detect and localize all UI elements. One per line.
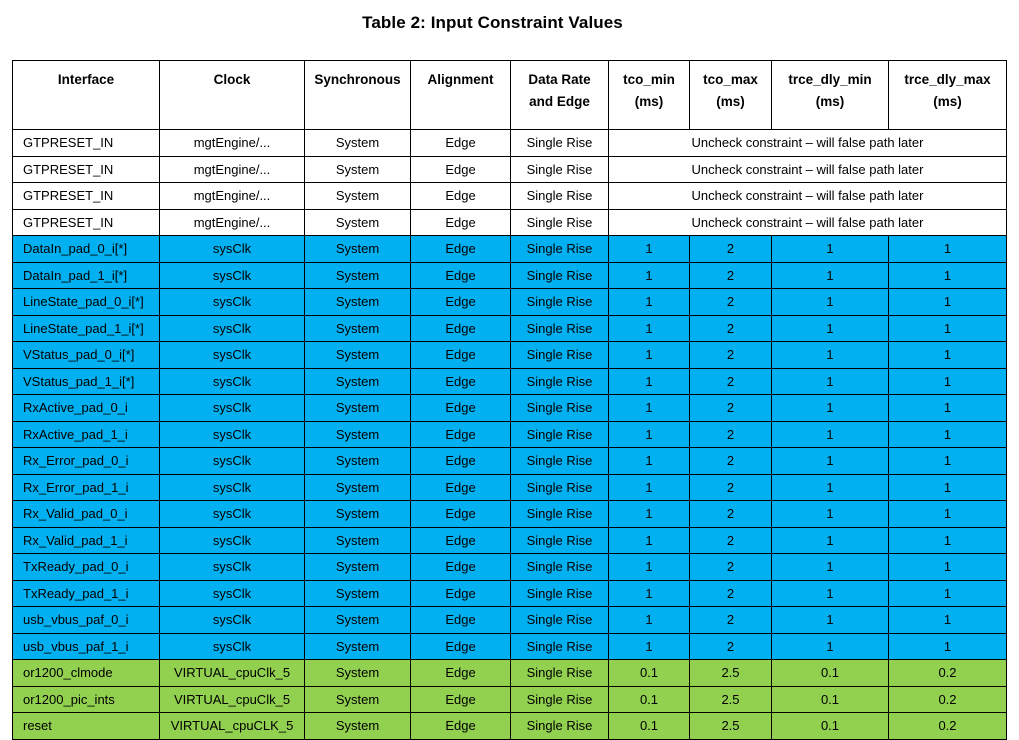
cell-tco-min: 1 [609, 501, 690, 528]
column-header-trce-dly-min [772, 61, 889, 130]
cell-alignment: Edge [411, 660, 511, 687]
cell-synchronous: System [305, 342, 411, 369]
cell-interface: TxReady_pad_0_i [13, 554, 160, 581]
header-line2: and Edge [529, 94, 590, 109]
cell-trce-dly-min: 0.1 [772, 660, 889, 687]
header-line1: tco_min [623, 72, 675, 87]
cell-interface: or1200_clmode [13, 660, 160, 687]
cell-tco-max: 2.5 [690, 660, 772, 687]
cell-synchronous: System [305, 713, 411, 740]
column-header-trce-dly-max [889, 61, 1007, 130]
header-line2: (ms) [815, 94, 845, 109]
cell-clock: sysClk [160, 448, 305, 475]
cell-clock: sysClk [160, 633, 305, 660]
cell-trce-dly-max: 1 [889, 607, 1007, 634]
cell-data-rate: Single Rise [511, 527, 609, 554]
cell-trce-dly-max: 0.2 [889, 660, 1007, 687]
cell-synchronous: System [305, 209, 411, 236]
cell-trce-dly-min: 1 [772, 633, 889, 660]
cell-tco-max: 2 [690, 315, 772, 342]
cell-alignment: Edge [411, 262, 511, 289]
cell-tco-min: 1 [609, 262, 690, 289]
cell-tco-min: 1 [609, 448, 690, 475]
cell-trce-dly-min: 1 [772, 474, 889, 501]
cell-clock: mgtEngine/... [160, 130, 305, 157]
column-header-clock [160, 61, 305, 130]
cell-trce-dly-max: 0.2 [889, 713, 1007, 740]
cell-tco-min: 1 [609, 395, 690, 422]
table-row [13, 395, 1007, 422]
cell-alignment: Edge [411, 395, 511, 422]
cell-synchronous: System [305, 633, 411, 660]
cell-tco-max: 2 [690, 527, 772, 554]
cell-clock: sysClk [160, 474, 305, 501]
cell-trce-dly-max: 1 [889, 448, 1007, 475]
cell-synchronous: System [305, 421, 411, 448]
cell-synchronous: System [305, 686, 411, 713]
cell-trce-dly-max: 1 [889, 236, 1007, 263]
input-constraint-table [12, 60, 1007, 740]
cell-synchronous: System [305, 315, 411, 342]
cell-trce-dly-max: 1 [889, 421, 1007, 448]
cell-synchronous: System [305, 395, 411, 422]
cell-synchronous: System [305, 527, 411, 554]
cell-interface: Rx_Valid_pad_1_i [13, 527, 160, 554]
cell-tco-max: 2 [690, 368, 772, 395]
cell-clock: sysClk [160, 527, 305, 554]
cell-alignment: Edge [411, 633, 511, 660]
column-header-interface [13, 61, 160, 130]
cell-interface: usb_vbus_paf_0_i [13, 607, 160, 634]
cell-tco-max: 2 [690, 554, 772, 581]
table-row [13, 633, 1007, 660]
table-row [13, 209, 1007, 236]
cell-tco-min: 1 [609, 527, 690, 554]
cell-tco-min: 1 [609, 554, 690, 581]
table-row [13, 236, 1007, 263]
cell-clock: sysClk [160, 421, 305, 448]
table-row [13, 289, 1007, 316]
cell-trce-dly-min: 1 [772, 607, 889, 634]
cell-trce-dly-max: 1 [889, 474, 1007, 501]
cell-trce-dly-min: 1 [772, 501, 889, 528]
cell-data-rate: Single Rise [511, 686, 609, 713]
cell-constraint-note: Uncheck constraint – will false path later [609, 183, 1007, 210]
cell-constraint-note: Uncheck constraint – will false path later [609, 130, 1007, 157]
header-line1: Data Rate [528, 72, 591, 87]
cell-tco-max: 2 [690, 474, 772, 501]
cell-alignment: Edge [411, 315, 511, 342]
table-row [13, 686, 1007, 713]
cell-clock: sysClk [160, 262, 305, 289]
cell-trce-dly-max: 1 [889, 527, 1007, 554]
cell-trce-dly-max: 1 [889, 633, 1007, 660]
cell-trce-dly-min: 1 [772, 262, 889, 289]
cell-clock: sysClk [160, 607, 305, 634]
cell-synchronous: System [305, 448, 411, 475]
cell-clock: sysClk [160, 395, 305, 422]
cell-trce-dly-min: 1 [772, 289, 889, 316]
cell-tco-min: 1 [609, 315, 690, 342]
cell-data-rate: Single Rise [511, 395, 609, 422]
table-row [13, 262, 1007, 289]
table-row [13, 368, 1007, 395]
cell-trce-dly-min: 1 [772, 580, 889, 607]
cell-alignment: Edge [411, 156, 511, 183]
cell-tco-min: 1 [609, 580, 690, 607]
cell-interface: RxActive_pad_0_i [13, 395, 160, 422]
cell-synchronous: System [305, 501, 411, 528]
cell-data-rate: Single Rise [511, 156, 609, 183]
cell-synchronous: System [305, 660, 411, 687]
cell-synchronous: System [305, 183, 411, 210]
cell-alignment: Edge [411, 527, 511, 554]
cell-clock: VIRTUAL_cpuCLK_5 [160, 713, 305, 740]
column-header-alignment [411, 61, 511, 130]
cell-interface: Rx_Error_pad_0_i [13, 448, 160, 475]
cell-interface: GTPRESET_IN [13, 183, 160, 210]
cell-alignment: Edge [411, 289, 511, 316]
cell-tco-min: 1 [609, 633, 690, 660]
cell-trce-dly-min: 1 [772, 368, 889, 395]
table-row [13, 607, 1007, 634]
cell-clock: VIRTUAL_cpuClk_5 [160, 660, 305, 687]
cell-data-rate: Single Rise [511, 501, 609, 528]
cell-synchronous: System [305, 262, 411, 289]
cell-synchronous: System [305, 289, 411, 316]
cell-constraint-note: Uncheck constraint – will false path later [609, 209, 1007, 236]
cell-alignment: Edge [411, 713, 511, 740]
cell-trce-dly-min: 1 [772, 421, 889, 448]
cell-synchronous: System [305, 474, 411, 501]
cell-clock: sysClk [160, 342, 305, 369]
cell-tco-max: 2.5 [690, 713, 772, 740]
header-line1: trce_dly_max [904, 72, 991, 87]
header-row [13, 61, 1007, 130]
cell-alignment: Edge [411, 209, 511, 236]
cell-tco-max: 2 [690, 395, 772, 422]
cell-data-rate: Single Rise [511, 713, 609, 740]
table-row [13, 660, 1007, 687]
cell-interface: DataIn_pad_1_i[*] [13, 262, 160, 289]
cell-alignment: Edge [411, 686, 511, 713]
table-row [13, 501, 1007, 528]
cell-tco-max: 2 [690, 342, 772, 369]
cell-alignment: Edge [411, 421, 511, 448]
cell-tco-min: 1 [609, 289, 690, 316]
table-body [13, 130, 1007, 740]
cell-clock: mgtEngine/... [160, 209, 305, 236]
cell-clock: sysClk [160, 580, 305, 607]
cell-interface: usb_vbus_paf_1_i [13, 633, 160, 660]
cell-tco-max: 2 [690, 236, 772, 263]
cell-tco-min: 1 [609, 421, 690, 448]
column-header-tco-max [690, 61, 772, 130]
header-line1: Clock [213, 72, 251, 87]
cell-data-rate: Single Rise [511, 236, 609, 263]
table-row [13, 448, 1007, 475]
cell-tco-max: 2 [690, 262, 772, 289]
cell-tco-max: 2 [690, 633, 772, 660]
cell-data-rate: Single Rise [511, 633, 609, 660]
cell-constraint-note: Uncheck constraint – will false path later [609, 156, 1007, 183]
cell-tco-min: 1 [609, 342, 690, 369]
cell-data-rate: Single Rise [511, 580, 609, 607]
cell-trce-dly-min: 1 [772, 554, 889, 581]
cell-interface: GTPRESET_IN [13, 209, 160, 236]
cell-tco-min: 1 [609, 607, 690, 634]
cell-clock: mgtEngine/... [160, 183, 305, 210]
header-line1: Synchronous [314, 72, 401, 87]
cell-data-rate: Single Rise [511, 607, 609, 634]
cell-trce-dly-max: 1 [889, 554, 1007, 581]
cell-alignment: Edge [411, 580, 511, 607]
cell-trce-dly-max: 1 [889, 315, 1007, 342]
cell-data-rate: Single Rise [511, 183, 609, 210]
cell-tco-max: 2 [690, 448, 772, 475]
cell-trce-dly-max: 1 [889, 580, 1007, 607]
cell-tco-max: 2 [690, 421, 772, 448]
cell-alignment: Edge [411, 183, 511, 210]
cell-tco-min: 0.1 [609, 660, 690, 687]
table-row [13, 183, 1007, 210]
cell-data-rate: Single Rise [511, 368, 609, 395]
cell-data-rate: Single Rise [511, 448, 609, 475]
cell-data-rate: Single Rise [511, 474, 609, 501]
table-row [13, 342, 1007, 369]
cell-trce-dly-max: 1 [889, 289, 1007, 316]
cell-data-rate: Single Rise [511, 262, 609, 289]
cell-synchronous: System [305, 554, 411, 581]
table-row [13, 554, 1007, 581]
cell-data-rate: Single Rise [511, 289, 609, 316]
cell-tco-max: 2 [690, 289, 772, 316]
cell-synchronous: System [305, 130, 411, 157]
cell-alignment: Edge [411, 554, 511, 581]
cell-tco-max: 2 [690, 580, 772, 607]
cell-interface: DataIn_pad_0_i[*] [13, 236, 160, 263]
cell-trce-dly-max: 1 [889, 342, 1007, 369]
cell-trce-dly-min: 1 [772, 395, 889, 422]
cell-interface: RxActive_pad_1_i [13, 421, 160, 448]
cell-alignment: Edge [411, 368, 511, 395]
table-row [13, 580, 1007, 607]
cell-interface: Rx_Error_pad_1_i [13, 474, 160, 501]
cell-clock: sysClk [160, 501, 305, 528]
cell-clock: mgtEngine/... [160, 156, 305, 183]
cell-alignment: Edge [411, 448, 511, 475]
table-title: Table 2: Input Constraint Values [362, 13, 623, 32]
cell-trce-dly-min: 1 [772, 342, 889, 369]
cell-clock: VIRTUAL_cpuClk_5 [160, 686, 305, 713]
cell-trce-dly-max: 1 [889, 501, 1007, 528]
cell-interface: Rx_Valid_pad_0_i [13, 501, 160, 528]
cell-alignment: Edge [411, 342, 511, 369]
header-line1: tco_max [703, 72, 758, 87]
table-row [13, 130, 1007, 157]
cell-data-rate: Single Rise [511, 130, 609, 157]
cell-trce-dly-min: 0.1 [772, 686, 889, 713]
cell-tco-min: 1 [609, 368, 690, 395]
cell-data-rate: Single Rise [511, 209, 609, 236]
cell-data-rate: Single Rise [511, 315, 609, 342]
cell-trce-dly-max: 1 [889, 368, 1007, 395]
cell-trce-dly-max: 0.2 [889, 686, 1007, 713]
cell-trce-dly-max: 1 [889, 395, 1007, 422]
cell-tco-min: 0.1 [609, 713, 690, 740]
cell-trce-dly-min: 1 [772, 448, 889, 475]
header-line2: (ms) [933, 94, 962, 109]
cell-trce-dly-max: 1 [889, 262, 1007, 289]
cell-alignment: Edge [411, 607, 511, 634]
cell-interface: TxReady_pad_1_i [13, 580, 160, 607]
cell-alignment: Edge [411, 474, 511, 501]
cell-interface: GTPRESET_IN [13, 130, 160, 157]
column-header-tco-min [609, 61, 690, 130]
cell-data-rate: Single Rise [511, 342, 609, 369]
cell-trce-dly-min: 0.1 [772, 713, 889, 740]
cell-alignment: Edge [411, 501, 511, 528]
header-line1: trce_dly_min [788, 72, 872, 87]
cell-synchronous: System [305, 607, 411, 634]
cell-tco-max: 2 [690, 607, 772, 634]
cell-synchronous: System [305, 156, 411, 183]
cell-tco-min: 0.1 [609, 686, 690, 713]
cell-synchronous: System [305, 580, 411, 607]
table-row [13, 527, 1007, 554]
cell-interface: LineState_pad_0_i[*] [13, 289, 160, 316]
cell-data-rate: Single Rise [511, 554, 609, 581]
table-row [13, 156, 1007, 183]
cell-interface: GTPRESET_IN [13, 156, 160, 183]
cell-clock: sysClk [160, 289, 305, 316]
column-header-data-rate [511, 61, 609, 130]
table-row [13, 474, 1007, 501]
cell-tco-min: 1 [609, 474, 690, 501]
table-row [13, 713, 1007, 740]
cell-interface: reset [13, 713, 160, 740]
cell-interface: VStatus_pad_0_i[*] [13, 342, 160, 369]
cell-data-rate: Single Rise [511, 660, 609, 687]
cell-interface: or1200_pic_ints [13, 686, 160, 713]
header-line1: Interface [57, 72, 115, 87]
cell-synchronous: System [305, 368, 411, 395]
column-header-synchronous [305, 61, 411, 130]
cell-alignment: Edge [411, 130, 511, 157]
cell-data-rate: Single Rise [511, 421, 609, 448]
cell-interface: VStatus_pad_1_i[*] [13, 368, 160, 395]
cell-trce-dly-min: 1 [772, 527, 889, 554]
cell-tco-min: 1 [609, 236, 690, 263]
header-line2: (ms) [634, 94, 664, 109]
cell-tco-max: 2.5 [690, 686, 772, 713]
header-line2: (ms) [716, 94, 745, 109]
cell-synchronous: System [305, 236, 411, 263]
cell-clock: sysClk [160, 554, 305, 581]
cell-interface: LineState_pad_1_i[*] [13, 315, 160, 342]
cell-tco-max: 2 [690, 501, 772, 528]
table-row [13, 421, 1007, 448]
cell-clock: sysClk [160, 315, 305, 342]
cell-trce-dly-min: 1 [772, 236, 889, 263]
header-line1: Alignment [427, 72, 494, 87]
cell-clock: sysClk [160, 368, 305, 395]
cell-trce-dly-min: 1 [772, 315, 889, 342]
cell-clock: sysClk [160, 236, 305, 263]
cell-alignment: Edge [411, 236, 511, 263]
table-row [13, 315, 1007, 342]
